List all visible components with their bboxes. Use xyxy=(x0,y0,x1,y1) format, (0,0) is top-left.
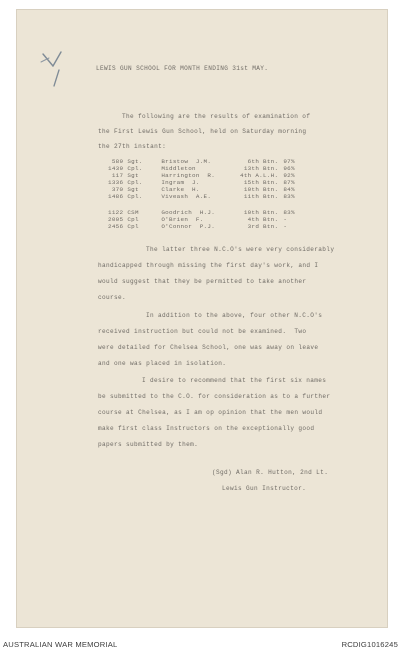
signature-title: Lewis Gun Instructor. xyxy=(222,485,307,492)
intro-line: The following are the results of examination of xyxy=(122,113,311,120)
unit-cell: 6th Btn. xyxy=(247,158,279,165)
paragraph-line: were detailed for Chelsea School, one was away on leave xyxy=(98,344,319,351)
soldier-name-cell: Harrington R. xyxy=(161,171,216,179)
paragraph-line: be submitted to the C.O. for consideration as to a further xyxy=(98,393,331,400)
soldier-name-cell: O'Connor P.J. xyxy=(161,223,216,231)
intro-line: the First Lewis Gun School, held on Saturday morning xyxy=(98,128,307,135)
archive-name: AUSTRALIAN WAR MEMORIAL xyxy=(3,640,118,649)
rank-cell: Cpl xyxy=(127,223,139,231)
score-cell: 96% xyxy=(283,164,295,172)
soldier-name-cell: O'Brien F. xyxy=(161,216,204,224)
paragraph-line: make first class Instructors on the exceptionally good xyxy=(98,425,315,432)
soldier-name-cell: Middleton xyxy=(161,164,196,172)
unit-cell: 4th A.L.H. xyxy=(239,171,279,179)
signature-line: (Sgd) Alan R. Hutton, 2nd Lt. xyxy=(212,469,329,476)
unit-cell: 4th Btn. xyxy=(247,216,279,224)
soldier-name-cell: Clarke H. xyxy=(161,185,200,193)
paragraph-line: handicapped through missing the first day's work, and I xyxy=(98,262,319,269)
soldier-name-cell: Goodrich H.J. xyxy=(161,209,216,217)
intro-line: the 27th instant: xyxy=(98,143,167,150)
paragraph-line: course at Chelsea, as I am op opinion that the men would xyxy=(98,409,323,416)
score-cell: - xyxy=(283,223,288,231)
paragraph-line: and one was placed in isolation. xyxy=(98,360,227,367)
paragraph-line: papers submitted by them. xyxy=(98,441,199,448)
regimental-number-cell: 2456 xyxy=(108,223,124,231)
soldier-name-cell: Bristow J.M. xyxy=(161,158,212,165)
unit-cell: 10th Btn. xyxy=(243,209,279,217)
rank-cell: Sgt. xyxy=(127,158,143,165)
paragraph-line: The latter three N.C.O's were very considerably xyxy=(146,246,335,253)
regimental-number-cell: 1336 xyxy=(108,178,124,186)
regimental-number-cell: 117 xyxy=(111,171,124,179)
score-cell: 92% xyxy=(283,171,295,179)
results-table xyxy=(108,159,301,231)
paragraph-line: I desire to recommend that the first six names xyxy=(142,377,327,384)
score-cell: 97% xyxy=(283,158,295,165)
archive-footer xyxy=(0,636,402,654)
paragraph-line: course. xyxy=(98,294,127,301)
regimental-number-cell: 2005 xyxy=(108,216,124,224)
regimental-number-cell: 1486 xyxy=(108,192,124,200)
rank-cell: Cpl. xyxy=(127,178,143,186)
regimental-number-cell: 370 xyxy=(111,185,124,193)
score-cell: 83% xyxy=(283,209,295,217)
score-cell: 83% xyxy=(283,192,295,200)
soldier-name-cell: Viveash A.E. xyxy=(161,192,212,200)
unit-cell: 13th Btn. xyxy=(243,164,279,172)
rank-cell: Cpl. xyxy=(127,164,143,172)
regimental-number-cell: 1122 xyxy=(108,209,124,217)
paragraph-line: In addition to the above, four other N.C.O's xyxy=(146,312,323,319)
soldier-name-cell: Ingram J. xyxy=(161,178,200,186)
archive-record-id: RCDIG1016245 xyxy=(341,640,398,649)
regimental-number-cell: 589 xyxy=(111,158,124,165)
rank-cell: Cpl xyxy=(127,216,139,224)
score-cell: 84% xyxy=(283,185,295,193)
result-row xyxy=(108,224,301,231)
unit-cell: 11th Btn. xyxy=(243,192,279,200)
result-row xyxy=(108,194,301,201)
document-title: LEWIS GUN SCHOOL FOR MONTH ENDING 31st MAY. xyxy=(96,65,269,72)
rank-cell: Sgt xyxy=(127,185,139,193)
unit-cell: 10th Btn. xyxy=(243,185,279,193)
paragraph-line: received instruction but could not be examined. Two xyxy=(98,328,307,335)
unit-cell: 3rd Btn. xyxy=(247,223,279,231)
pencil-tick-mark xyxy=(39,48,65,88)
score-cell: - xyxy=(283,216,288,224)
unit-cell: 15th Btn. xyxy=(243,178,279,186)
score-cell: 87% xyxy=(283,178,295,186)
paragraph-line: would suggest that they be permitted to take another xyxy=(98,278,307,285)
rank-cell: Cpl. xyxy=(127,192,143,200)
rank-cell: CSM xyxy=(127,209,139,217)
rank-cell: Sgt xyxy=(127,171,139,179)
regimental-number-cell: 1439 xyxy=(108,164,124,172)
